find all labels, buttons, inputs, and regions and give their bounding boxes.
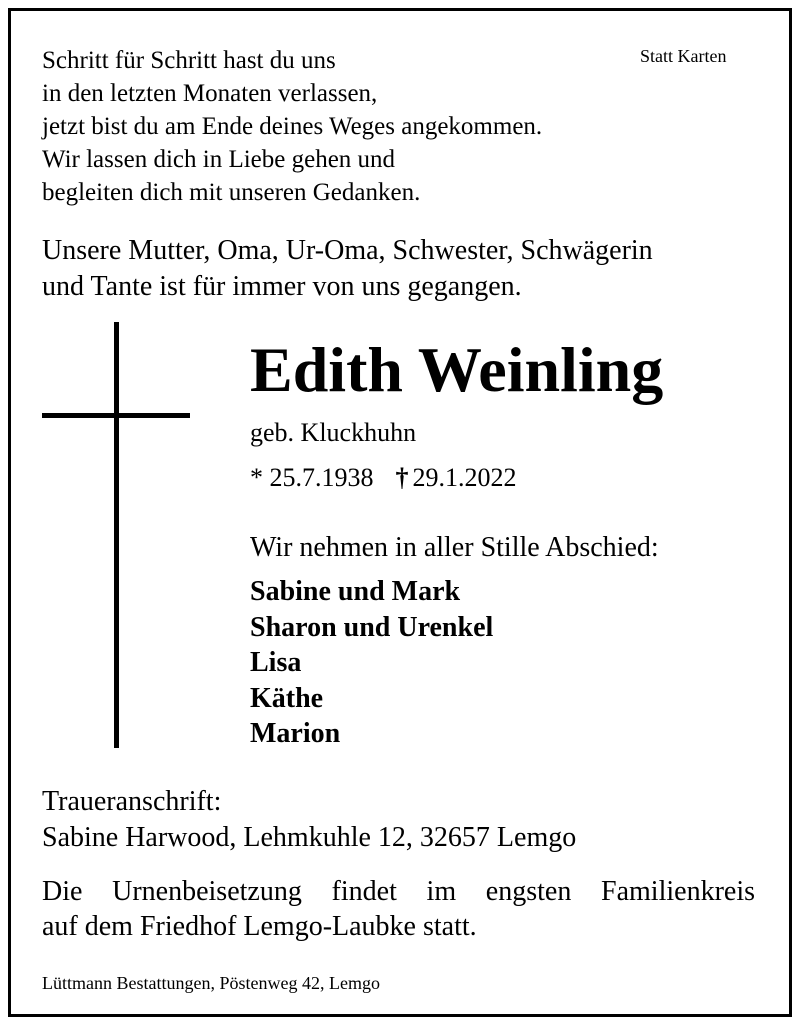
- intro-line: und Tante ist für immer von uns gegangen.: [42, 271, 522, 302]
- life-dates: [250, 463, 517, 493]
- burial-notice: [42, 874, 755, 944]
- intro-text: [42, 233, 653, 305]
- poem-line: Wir lassen dich in Liebe gehen und: [42, 146, 396, 173]
- poem-line: begleiten dich mit unseren Gedanken.: [42, 179, 421, 206]
- mourner-name: Sharon und Urenkel: [250, 611, 494, 643]
- death-date-group: [396, 463, 517, 492]
- mourner-name: Marion: [250, 718, 341, 749]
- burial-line: Die Urnenbeisetzung findet im engsten Familienkreis: [42, 876, 755, 907]
- mourner-name: Sabine und Mark: [250, 576, 461, 607]
- birth-date: * 25.7.1938: [250, 463, 374, 492]
- intro-line: Unsere Mutter, Oma, Ur-Oma, Schwester, Schwägerin: [42, 235, 653, 266]
- cross-icon-horizontal: [42, 413, 190, 418]
- cross-icon-vertical: [114, 322, 119, 748]
- poem: [42, 44, 542, 209]
- mourners-list: [250, 574, 493, 752]
- poem-line: Schritt für Schritt hast du uns: [42, 47, 336, 74]
- dagger-icon: †: [395, 463, 409, 492]
- poem-line: jetzt bist du am Ende deines Weges angekommen.: [42, 113, 543, 140]
- death-date: 29.1.2022: [412, 463, 517, 492]
- poem-line: in den letzten Monaten verlassen,: [42, 80, 378, 107]
- deceased-name: Edith Weinling: [250, 334, 664, 405]
- burial-line: auf dem Friedhof Lemgo-Laubke statt.: [42, 911, 477, 942]
- address-label: Traueranschrift:: [42, 786, 222, 817]
- maiden-name: geb. Kluckhuhn: [250, 418, 417, 447]
- undertaker-info: Lüttmann Bestattungen, Pöstenweg 42, Lemgo: [42, 973, 380, 993]
- farewell-text: Wir nehmen in aller Stille Abschied:: [250, 532, 659, 563]
- address-text: Sabine Harwood, Lehmkuhle 12, 32657 Lemgo: [42, 822, 577, 853]
- mourner-name: Käthe: [250, 682, 324, 714]
- statt-karten-label: Statt Karten: [640, 46, 727, 66]
- mourner-name: Lisa: [250, 647, 302, 678]
